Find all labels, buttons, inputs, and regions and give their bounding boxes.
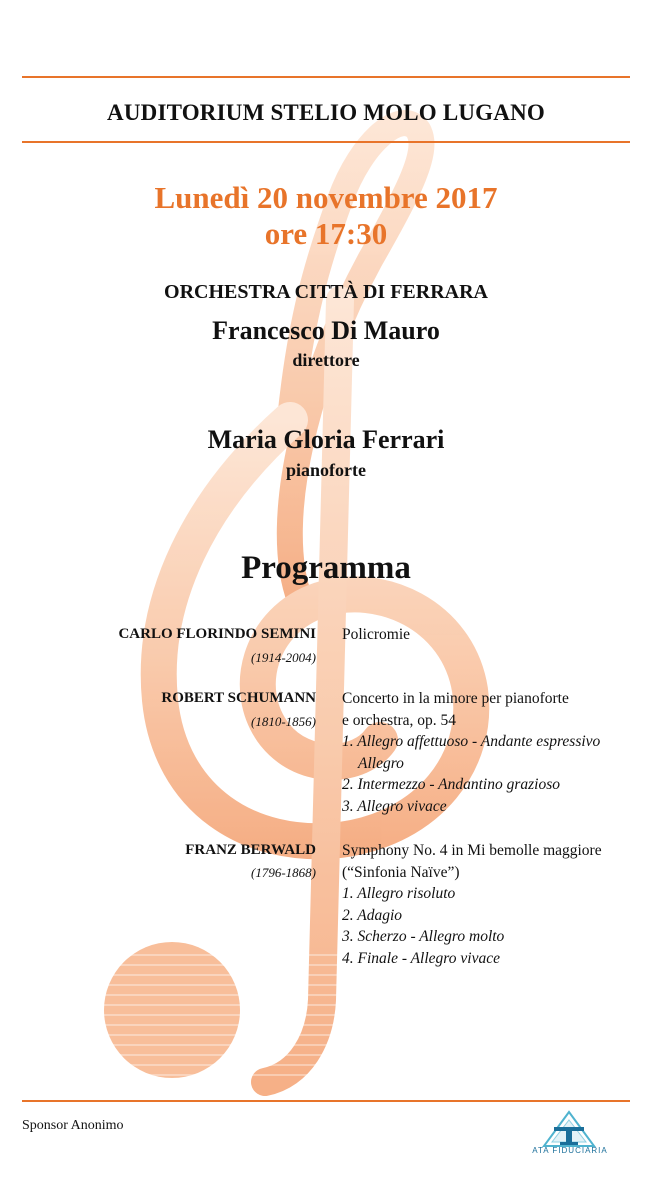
soloist-role: pianoforte [286, 460, 366, 480]
work-title: Concerto in la minore per pianoforte [342, 690, 569, 707]
footer-divider [22, 1100, 630, 1102]
sponsor-label: Sponsor Anonimo [22, 1118, 124, 1133]
composer-years: (1810-1856) [251, 714, 316, 729]
program-title: Programma [241, 550, 411, 586]
work-listing [342, 840, 602, 969]
composer-name: ROBERT SCHUMANN [161, 690, 316, 706]
work-title: (“Sinfonia Naïve”) [342, 863, 460, 881]
orchestra-name: ORCHESTRA CITTÀ DI FERRARA [164, 281, 488, 303]
work-title: Policromie [342, 626, 411, 643]
conductor-role: direttore [292, 350, 360, 370]
work-title: Symphony No. 4 in Mi bemolle maggiore [342, 842, 602, 859]
movement: 3. Allegro vivace [342, 797, 447, 815]
movement: 4. Finale - Allegro vivace [342, 949, 500, 967]
composer-name: FRANZ BERWALD [185, 842, 316, 858]
soloist-name: Maria Gloria Ferrari [207, 425, 445, 454]
composer-years: (1914-2004) [251, 650, 316, 665]
movement: 3. Scherzo - Allegro molto [342, 928, 505, 945]
conductor-name: Francesco Di Mauro [212, 316, 440, 345]
logo-text: ATA FIDUCIARIA [532, 1146, 608, 1155]
movement: Allegro [358, 754, 404, 772]
event-time: ore 17:30 [264, 216, 388, 251]
movement: 2. Adagio [342, 906, 402, 924]
work-title: e orchestra, op. 54 [342, 711, 457, 729]
work-listing [342, 688, 600, 817]
work-listing [342, 624, 410, 646]
event-date: Lunedì 20 novembre 2017 [154, 180, 498, 215]
movement: 1. Allegro risoluto [342, 885, 456, 902]
header-divider [22, 141, 630, 143]
movement: 2. Intermezzo - Andantino grazioso [342, 776, 561, 793]
composer-name: CARLO FLORINDO SEMINI [118, 626, 316, 642]
top-divider [22, 76, 630, 78]
movement: 1. Allegro affettuoso - Andante espressivo [342, 733, 601, 750]
venue-title: AUDITORIUM STELIO MOLO LUGANO [107, 100, 545, 125]
composer-years: (1796-1868) [251, 865, 316, 880]
